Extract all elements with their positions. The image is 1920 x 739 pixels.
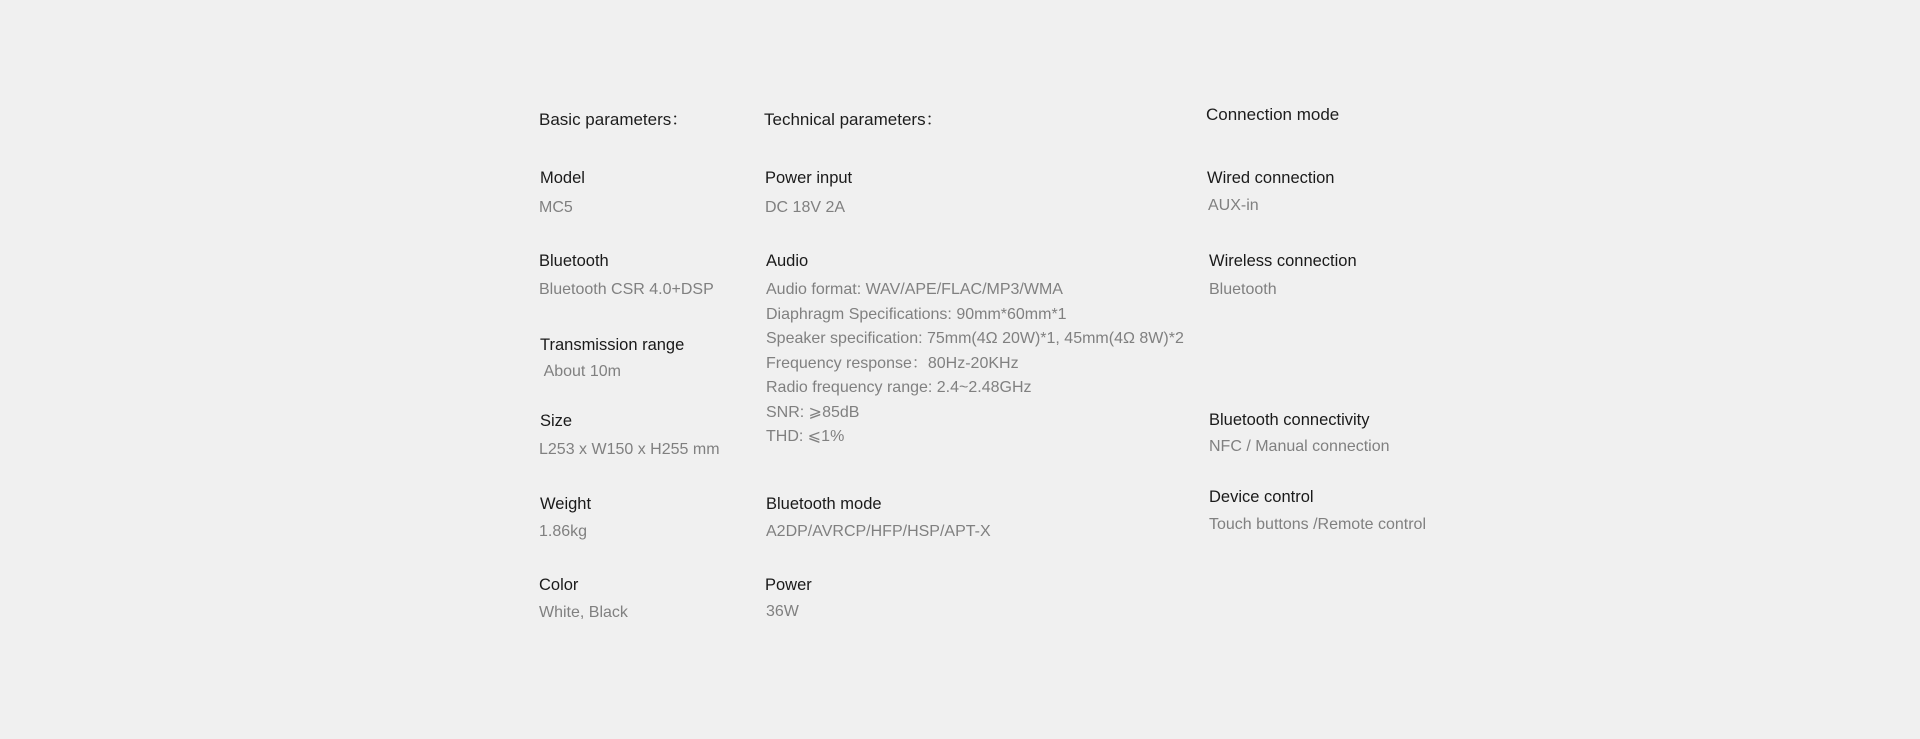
model-label: Model bbox=[540, 169, 585, 187]
bluetooth-label: Bluetooth bbox=[539, 252, 609, 270]
connection-mode-title: Connection mode bbox=[1206, 105, 1340, 124]
device-control-value: Touch buttons /Remote control bbox=[1209, 516, 1427, 533]
color-label: Color bbox=[539, 576, 579, 594]
weight-value: 1.86kg bbox=[539, 523, 588, 540]
model-value: MC5 bbox=[539, 199, 573, 216]
audio-label: Audio bbox=[766, 252, 809, 270]
color-value: White, Black bbox=[539, 604, 628, 621]
bluetooth-value: Bluetooth CSR 4.0+DSP bbox=[539, 281, 714, 298]
radio-frequency-line: Radio frequency range: 2.4~2.48GHz bbox=[766, 379, 1032, 396]
speaker-spec-line: Speaker specification: 75mm(4Ω 20W)*1, 45mm(4Ω 8W)*2 bbox=[766, 330, 1184, 347]
power-input-label: Power input bbox=[765, 169, 853, 187]
bluetooth-connectivity-value: NFC / Manual connection bbox=[1209, 438, 1390, 455]
wireless-connection-label: Wireless connection bbox=[1209, 252, 1357, 270]
wired-connection-value: AUX-in bbox=[1208, 197, 1259, 214]
transmission-range-label: Transmission range bbox=[540, 336, 685, 354]
size-label: Size bbox=[540, 412, 573, 430]
bluetooth-connectivity-label: Bluetooth connectivity bbox=[1209, 411, 1370, 429]
frequency-response-line: Frequency response：80Hz-20KHz bbox=[766, 354, 1019, 372]
audio-spec-list bbox=[766, 278, 1184, 450]
power-input-value: DC 18V 2A bbox=[765, 199, 846, 216]
bluetooth-mode-label: Bluetooth mode bbox=[766, 495, 882, 513]
bluetooth-mode-value: A2DP/AVRCP/HFP/HSP/APT-X bbox=[766, 523, 991, 540]
thd-line: THD: ⩽1% bbox=[766, 428, 845, 445]
wireless-connection-value: Bluetooth bbox=[1209, 281, 1277, 298]
power-value: 36W bbox=[766, 603, 799, 620]
diaphragm-line: Diaphragm Specifications: 90mm*60mm*1 bbox=[766, 305, 1067, 323]
weight-label: Weight bbox=[540, 495, 592, 513]
snr-line: SNR: ⩾85dB bbox=[766, 403, 860, 421]
power-label: Power bbox=[765, 576, 812, 594]
technical-parameters-title: Technical parameters： bbox=[764, 110, 943, 129]
basic-parameters-title: Basic parameters： bbox=[539, 110, 689, 129]
transmission-range-value: About 10m bbox=[540, 363, 621, 380]
size-value: L253 x W150 x H255 mm bbox=[539, 441, 720, 458]
device-control-label: Device control bbox=[1209, 488, 1314, 506]
audio-format-line: Audio format: WAV/APE/FLAC/MP3/WMA bbox=[766, 281, 1063, 298]
wired-connection-label: Wired connection bbox=[1207, 169, 1335, 187]
